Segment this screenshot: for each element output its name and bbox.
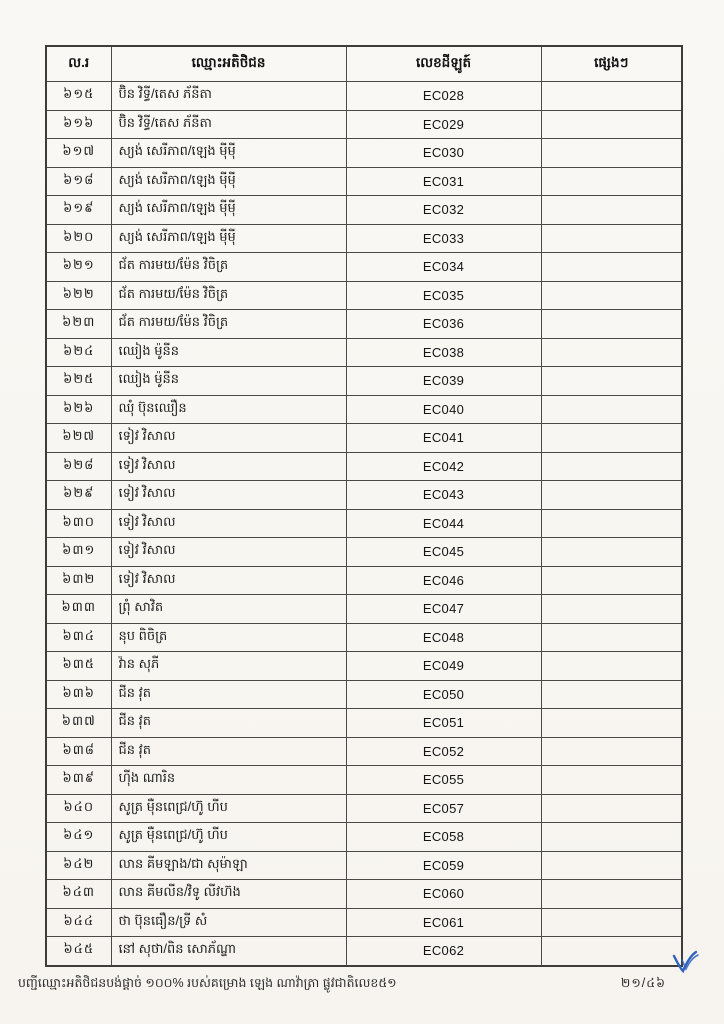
lot-code-cell: EC048 <box>346 623 541 652</box>
lot-code-cell: EC057 <box>346 794 541 823</box>
other-cell <box>541 566 682 595</box>
other-cell <box>541 224 682 253</box>
customer-name-cell: ឈៀង ម៉ូនីន <box>111 338 346 367</box>
other-cell <box>541 281 682 310</box>
customer-name-cell: ឈុំ ប៊ុនឈឿន <box>111 395 346 424</box>
header-no: ល.រ <box>46 46 111 82</box>
lot-code-cell: EC045 <box>346 538 541 567</box>
other-cell <box>541 737 682 766</box>
customer-name-cell: សូត្រ ម៉ឺនពេជ្រ/ហ៊ូ ហីប <box>111 794 346 823</box>
other-cell <box>541 82 682 111</box>
lot-code-cell: EC058 <box>346 823 541 852</box>
table-row <box>46 253 682 282</box>
other-cell <box>541 452 682 481</box>
lot-code-cell: EC038 <box>346 338 541 367</box>
pen-checkmark-icon <box>668 948 702 978</box>
header-lot-number: លេខដីឡូត៍ <box>346 46 541 82</box>
table-row <box>46 937 682 966</box>
other-cell <box>541 424 682 453</box>
lot-code-cell: EC046 <box>346 566 541 595</box>
other-cell <box>541 680 682 709</box>
header-customer-name: ឈ្មោះអតិថិជន <box>111 46 346 82</box>
lot-code-cell: EC042 <box>346 452 541 481</box>
page-footer <box>18 976 706 994</box>
lot-code-cell: EC030 <box>346 139 541 168</box>
customer-name-cell: ស្យង់ សេរីភាព/ឡេង ម៉ីម៉ី <box>111 167 346 196</box>
table-row <box>46 509 682 538</box>
lot-code-cell: EC061 <box>346 908 541 937</box>
footer-caption: បញ្ជីឈ្មោះអតិថិជនបង់ផ្តាច់ ១០០% របស់គម្រោង ឡេង ណាវ៉ាត្រា ផ្លូវជាតិលេខ៥១ <box>18 976 397 990</box>
lot-code-cell: EC041 <box>346 424 541 453</box>
row-number-cell: ៦១៩ <box>46 196 111 225</box>
other-cell <box>541 652 682 681</box>
table-row <box>46 680 682 709</box>
lot-code-cell: EC047 <box>346 595 541 624</box>
table-row <box>46 851 682 880</box>
table-body <box>46 82 682 966</box>
lot-code-cell: EC028 <box>346 82 541 111</box>
table-row <box>46 338 682 367</box>
lot-code-cell: EC060 <box>346 880 541 909</box>
table-row <box>46 452 682 481</box>
other-cell <box>541 395 682 424</box>
customer-name-cell: ប៊ិន វិទ្ធី/តេស ភ័នីតា <box>111 82 346 111</box>
customer-name-cell: សូត្រ ម៉ឺនពេជ្រ/ហ៊ូ ហីប <box>111 823 346 852</box>
customer-name-cell: វ៉ាន សុភី <box>111 652 346 681</box>
customer-name-cell: ទៀវ វិសាល <box>111 452 346 481</box>
other-cell <box>541 709 682 738</box>
customer-name-cell: ប៊ិន វិទ្ធី/តេស ភ័នីតា <box>111 110 346 139</box>
row-number-cell: ៦៣៣ <box>46 595 111 624</box>
row-number-cell: ៦១៥ <box>46 82 111 111</box>
table-row <box>46 623 682 652</box>
customer-name-cell: ជីន វុត <box>111 680 346 709</box>
lot-code-cell: EC044 <box>346 509 541 538</box>
lot-code-cell: EC032 <box>346 196 541 225</box>
customer-name-cell: ព្រុំ សាវិត <box>111 595 346 624</box>
customer-lot-table <box>45 45 683 967</box>
row-number-cell: ៦៤៣ <box>46 880 111 909</box>
customer-name-cell: ជ័ត ការមយ/ម៉ែន វិចិត្រ <box>111 310 346 339</box>
table-row <box>46 196 682 225</box>
lot-code-cell: EC040 <box>346 395 541 424</box>
table-row <box>46 281 682 310</box>
row-number-cell: ៦២៦ <box>46 395 111 424</box>
row-number-cell: ៦១៦ <box>46 110 111 139</box>
other-cell <box>541 509 682 538</box>
lot-code-cell: EC050 <box>346 680 541 709</box>
row-number-cell: ៦៣៧ <box>46 709 111 738</box>
row-number-cell: ៦៤០ <box>46 794 111 823</box>
row-number-cell: ៦២៥ <box>46 367 111 396</box>
customer-name-cell: ស្យង់ សេរីភាព/ឡេង ម៉ីម៉ី <box>111 224 346 253</box>
table-row <box>46 481 682 510</box>
table-row <box>46 566 682 595</box>
other-cell <box>541 481 682 510</box>
table-row <box>46 737 682 766</box>
lot-code-cell: EC049 <box>346 652 541 681</box>
other-cell <box>541 880 682 909</box>
customer-name-cell: ជ័ត ការមយ/ម៉ែន វិចិត្រ <box>111 253 346 282</box>
table-row <box>46 224 682 253</box>
table-row <box>46 652 682 681</box>
table-row <box>46 110 682 139</box>
table-row <box>46 880 682 909</box>
row-number-cell: ៦៤៤ <box>46 908 111 937</box>
customer-name-cell: ឈៀង ម៉ូនីន <box>111 367 346 396</box>
customer-name-cell: ទៀវ វិសាល <box>111 509 346 538</box>
other-cell <box>541 794 682 823</box>
row-number-cell: ៦៣១ <box>46 538 111 567</box>
customer-name-cell: ស្យង់ សេរីភាព/ឡេង ម៉ីម៉ី <box>111 196 346 225</box>
lot-code-cell: EC029 <box>346 110 541 139</box>
row-number-cell: ៦៣៥ <box>46 652 111 681</box>
customer-name-cell: ស្យង់ សេរីភាព/ឡេង ម៉ីម៉ី <box>111 139 346 168</box>
row-number-cell: ៦៣៦ <box>46 680 111 709</box>
row-number-cell: ៦៤១ <box>46 823 111 852</box>
table-row <box>46 424 682 453</box>
row-number-cell: ៦១៧ <box>46 139 111 168</box>
other-cell <box>541 110 682 139</box>
customer-name-cell: ទៀវ វិសាល <box>111 424 346 453</box>
row-number-cell: ៦៣៨ <box>46 737 111 766</box>
lot-code-cell: EC031 <box>346 167 541 196</box>
lot-code-cell: EC039 <box>346 367 541 396</box>
row-number-cell: ៦២៣ <box>46 310 111 339</box>
lot-code-cell: EC034 <box>346 253 541 282</box>
row-number-cell: ៦៣០ <box>46 509 111 538</box>
table-row <box>46 167 682 196</box>
customer-name-cell: ទៀវ វិសាល <box>111 481 346 510</box>
table-row <box>46 395 682 424</box>
lot-code-cell: EC036 <box>346 310 541 339</box>
other-cell <box>541 367 682 396</box>
other-cell <box>541 908 682 937</box>
table-row <box>46 794 682 823</box>
lot-code-cell: EC062 <box>346 937 541 966</box>
other-cell <box>541 253 682 282</box>
table-row <box>46 595 682 624</box>
other-cell <box>541 595 682 624</box>
customer-name-cell: ជ័ត ការមយ/ម៉ែន វិចិត្រ <box>111 281 346 310</box>
row-number-cell: ៦២៤ <box>46 338 111 367</box>
table-row <box>46 538 682 567</box>
other-cell <box>541 623 682 652</box>
lot-code-cell: EC055 <box>346 766 541 795</box>
other-cell <box>541 937 682 966</box>
row-number-cell: ៦៤៥ <box>46 937 111 966</box>
table-header-row <box>46 46 682 82</box>
row-number-cell: ៦១៨ <box>46 167 111 196</box>
row-number-cell: ៦៣៤ <box>46 623 111 652</box>
other-cell <box>541 851 682 880</box>
customer-name-cell: នៅ សុថា/ពិន សោភ័ណ្ឌា <box>111 937 346 966</box>
customer-name-cell: ជីន វុត <box>111 709 346 738</box>
row-number-cell: ៦២៨ <box>46 452 111 481</box>
lot-code-cell: EC059 <box>346 851 541 880</box>
customer-name-cell: លាន គីមលីន/វិទូ លីវហ៊ង <box>111 880 346 909</box>
customer-name-cell: ហ៊ីង ណារិន <box>111 766 346 795</box>
other-cell <box>541 167 682 196</box>
customer-name-cell: ទៀវ វិសាល <box>111 538 346 567</box>
table-row <box>46 367 682 396</box>
row-number-cell: ៦២១ <box>46 253 111 282</box>
row-number-cell: ៦២៧ <box>46 424 111 453</box>
row-number-cell: ៦២២ <box>46 281 111 310</box>
other-cell <box>541 766 682 795</box>
other-cell <box>541 196 682 225</box>
table-row <box>46 139 682 168</box>
lot-code-cell: EC051 <box>346 709 541 738</box>
table-row <box>46 310 682 339</box>
customer-name-cell: លាន គីមឡាង/ជា សុម៉ាឡា <box>111 851 346 880</box>
row-number-cell: ៦៣២ <box>46 566 111 595</box>
row-number-cell: ៦៣៩ <box>46 766 111 795</box>
other-cell <box>541 538 682 567</box>
row-number-cell: ៦២៩ <box>46 481 111 510</box>
customer-name-cell: ថា ប៊ុនធឿន/ទ្រី សំ <box>111 908 346 937</box>
row-number-cell: ៦២០ <box>46 224 111 253</box>
lot-code-cell: EC035 <box>346 281 541 310</box>
lot-code-cell: EC043 <box>346 481 541 510</box>
table-row <box>46 82 682 111</box>
table-row <box>46 823 682 852</box>
row-number-cell: ៦៤២ <box>46 851 111 880</box>
lot-code-cell: EC033 <box>346 224 541 253</box>
other-cell <box>541 139 682 168</box>
other-cell <box>541 310 682 339</box>
customer-name-cell: ទៀវ វិសាល <box>111 566 346 595</box>
header-other: ផ្សេងៗ <box>541 46 682 82</box>
other-cell <box>541 338 682 367</box>
customer-name-cell: ជីន វុត <box>111 737 346 766</box>
table-row <box>46 709 682 738</box>
other-cell <box>541 823 682 852</box>
table-row <box>46 766 682 795</box>
customer-name-cell: នុប ពិចិត្រ <box>111 623 346 652</box>
lot-code-cell: EC052 <box>346 737 541 766</box>
table-row <box>46 908 682 937</box>
page-number: ២១/៤៦ <box>620 976 666 990</box>
